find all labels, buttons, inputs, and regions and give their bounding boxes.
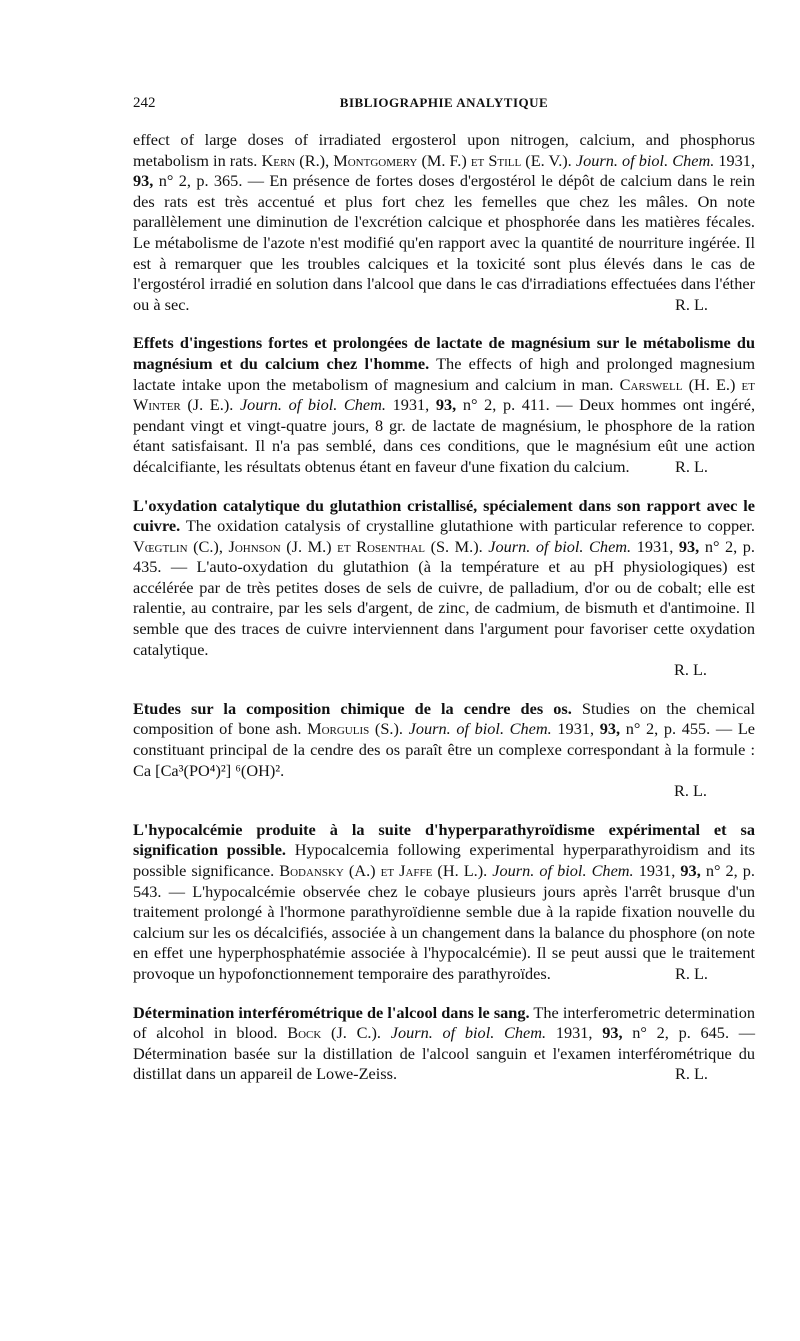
authors: Morgulis (S.). [307, 719, 403, 739]
bibliography-entry [133, 1003, 755, 1085]
english-title: The oxidation catalysis of crystalline glutathione with particular reference to copper. [185, 516, 755, 536]
journal-name: Journ. of biol. Chem. [390, 1023, 547, 1043]
authors: Vœgtlin (C.), Johnson (J. M.) et Rosenthal (S. M.). [133, 536, 483, 556]
year: 1931, [638, 861, 676, 880]
volume: 93, [678, 536, 700, 556]
volume: 93, [680, 861, 701, 880]
authors: Bock (J. C.). [287, 1023, 381, 1043]
page-number: 242 [133, 95, 156, 111]
journal-name: Journ. of biol. Chem. [408, 719, 552, 739]
authors: Bodansky (A.) et Jaffe (H. L.). [279, 861, 488, 880]
entry-body [133, 1003, 755, 1085]
entry-title: Etudes sur la composition chimique de la cendre des os. [133, 698, 572, 718]
signature: R. L. [674, 294, 708, 314]
summary: n° 2, p. 411. — Deux hommes ont ingéré, pendant vingt et vingt-quatre jours, 8 gr. de lactate de magnésium, le phosphore de la ration étant satisfaisant. Il n'a pas semblé, dans ces conditions, que le magnésium eût une action décalcifiante, les résultats obtenus étant en faveur d'une fixation du calcium. [133, 395, 756, 476]
entry-body [133, 333, 755, 477]
year: 1931, [718, 150, 756, 170]
journal-name: Journ. of biol. Chem. [239, 395, 386, 415]
journal-name: Journ. of biol. Chem. [492, 861, 634, 880]
summary: n° 2, p. 543. — L'hypocalcémie observée chez le cobaye plusieurs jours après l'arrêt brusque d'un traitement prolongé à l'hormone parathyroïdienne semble due à la rapide fixation nouvelle du calcium sur les os décalcifiés, associée à un changement dans la balance du phosphore (on note en effet une hyperphosphatémie associée à l'hypocalcémie). Il se peut aussi que le traitement provoque un hypofonctionnement temporaire des parathyroïdes. [133, 861, 756, 983]
summary: n° 2, p. 435. — L'auto-oxydation du glutathion (à la température et au pH physiologiques) est accélérée par de très petites doses de sels de cuivre, de palladium, d'or ou de cobalt; elle est ralentie, au contraire, par les sels d'argent, de zinc, de cadmium, de bismuth et d'antimoine. Il semble que des traces de cuivre interviennent dans l'argument pour favoriser cette oxydation catalytique. [133, 536, 755, 659]
journal-name: Journ. of biol. Chem. [488, 536, 632, 556]
bibliography-entry [133, 333, 755, 477]
summary: n° 2, p. 455. — Le constituant principal de la cendre des os paraît être un complexe correspondant à la formule : Ca [Ca³(PO⁴)²] ⁶(OH)². [133, 719, 755, 780]
volume: 93, [133, 171, 154, 191]
entry-body [133, 699, 755, 781]
signature: R. L. [673, 660, 707, 680]
bibliography-entry [133, 496, 755, 681]
bibliography-entry [133, 130, 755, 315]
authors: Carswell (H. E.) et Winter (J. E.). [133, 374, 755, 415]
entry-title: L'hypocalcémie produite à la suite d'hyperparathyroïdisme expérimental et sa signification possible. [133, 819, 755, 860]
english-title: The effects of high and prolonged magnesium lactate intake upon the metabolism of magnesium and calcium in man. [133, 353, 755, 394]
volume: 93, [435, 395, 457, 415]
entry-body [133, 130, 755, 315]
journal-name: Journ. of biol. Chem. [575, 150, 715, 170]
authors: Kern (R.), Montgomery (M. F.) et Still (E. V.). [261, 150, 572, 170]
bibliography-entry [133, 820, 755, 985]
signature: R. L. [674, 456, 708, 476]
signature: R. L. [673, 781, 707, 801]
year: 1931, [636, 536, 674, 556]
signature: R. L. [674, 963, 708, 983]
entry-body [133, 496, 755, 661]
volume: 93, [599, 719, 621, 739]
year: 1931, [555, 1023, 593, 1043]
entry-title: L'oxydation catalytique du glutathion cristallisé, spécialement dans son rapport avec le cuivre. [133, 495, 755, 536]
text-column [133, 130, 755, 1085]
english-title: Studies on the chemical composition of bone ash. [133, 698, 755, 739]
year: 1931, [392, 395, 430, 415]
page-header [133, 95, 755, 115]
english-title: Hypocalcemia following experimental hyperparathyroidism and its possible significance. [133, 840, 756, 880]
english-title: The interferometric determination of alcohol in blood. [133, 1002, 755, 1043]
volume: 93, [602, 1023, 623, 1043]
entry-title: Détermination interférométrique de l'alcool dans le sang. [133, 1002, 530, 1022]
signature: R. L. [674, 1064, 708, 1084]
summary: n° 2, p. 365. — En présence de fortes doses d'ergostérol le dépôt de calcium dans le rein des rats est très accentué et plus fort chez les femelles que chez les mâles. On note parallèlement une diminution de l'excrétion calcique et phosphorée dans les matières fécales. Le métabolisme de l'azote n'est modifié qu'en rapport avec la quantité de nourriture ingérée. Il est à remarquer que les troubles calciques et la toxicité sont plus élevés dans le cas de l'ergostérol irradié en solution dans l'alcool que dans le cas d'irradiations effectuées dans l'éther ou à sec. [133, 171, 756, 314]
running-title: BIBLIOGRAPHIE ANALYTIQUE [339, 95, 549, 110]
year: 1931, [557, 719, 595, 739]
english-title: effect of large doses of irradiated ergosterol upon nitrogen, calcium, and phosphorus metabolism in rats. [133, 130, 755, 170]
summary: n° 2, p. 645. — Détermination basée sur la distillation de l'alcool sanguin et l'examen interférométrique du distillat dans un appareil de Lowe-Zeiss. [133, 1023, 756, 1084]
bibliography-entry [133, 699, 755, 802]
entry-body [133, 820, 755, 985]
entry-title: Effets d'ingestions fortes et prolongées de lactate de magnésium sur le métabolisme du magnésium et du calcium chez l'homme. [133, 333, 755, 373]
